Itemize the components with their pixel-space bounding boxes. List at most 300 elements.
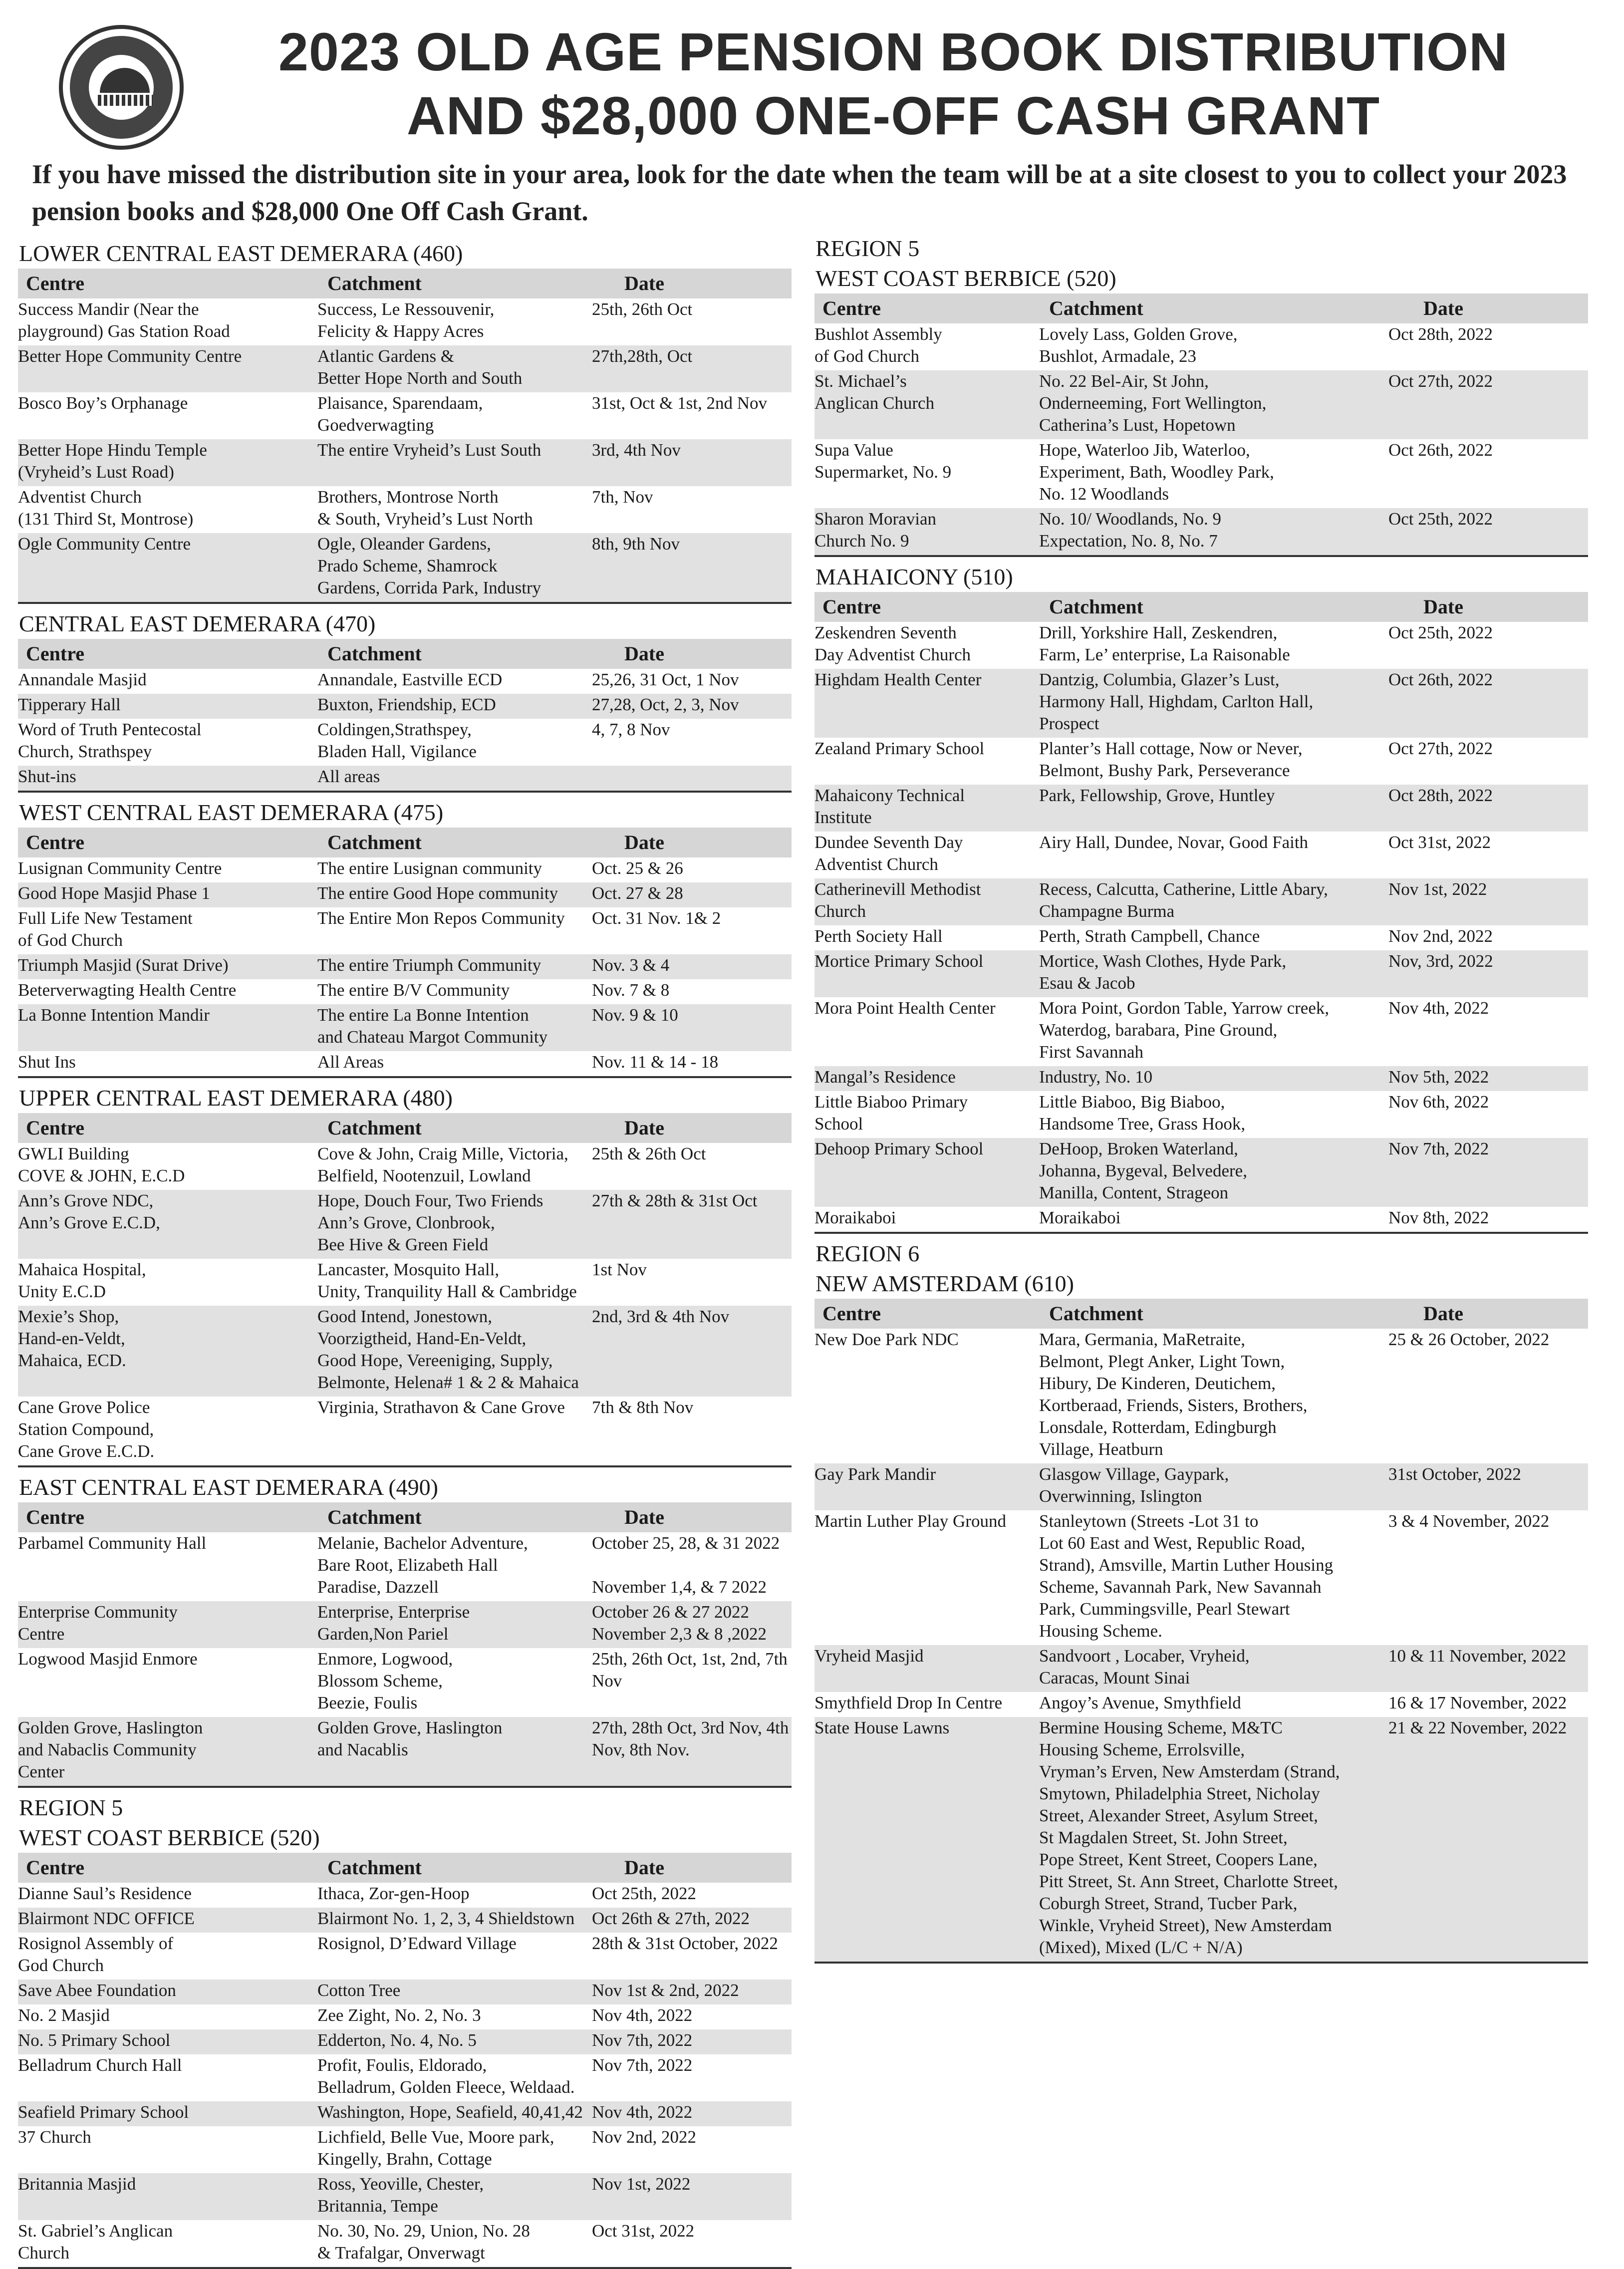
table-row bbox=[18, 1717, 792, 1786]
page-title bbox=[190, 20, 1597, 148]
header-catchment: Catchment bbox=[327, 831, 422, 853]
cell-centre: New Doe Park NDC bbox=[814, 1330, 959, 1349]
cell-centre: Moraikaboi bbox=[814, 1208, 896, 1227]
cell-centre: Bushlot Assembly of God Church bbox=[814, 324, 942, 366]
cell-catchment: Success, Le Ressouvenir, Felicity & Happy Acres bbox=[317, 299, 495, 341]
header-centre: Centre bbox=[26, 831, 84, 853]
cell-centre: Logwood Masjid Enmore bbox=[18, 1649, 198, 1669]
cell-catchment: Mortice, Wash Clothes, Hyde Park, Esau & Jacob bbox=[1039, 951, 1287, 993]
cell-date: Nov 1st & 2nd, 2022 bbox=[592, 1981, 739, 2000]
table-header bbox=[814, 293, 1588, 323]
cell-centre: Ogle Community Centre bbox=[18, 534, 191, 554]
table-row bbox=[814, 785, 1588, 832]
cell-centre: Word of Truth Pentecostal Church, Strathspey bbox=[18, 720, 202, 761]
cell-date: 4, 7, 8 Nov bbox=[592, 720, 670, 739]
cell-centre: Golden Grove, Haslington and Nabaclis Community Center bbox=[18, 1718, 203, 1781]
cell-centre: Gay Park Mandir bbox=[814, 1464, 936, 1484]
cell-date: 25,26, 31 Oct, 1 Nov bbox=[592, 670, 739, 689]
cell-centre: Highdam Health Center bbox=[814, 670, 982, 689]
cell-catchment: Moraikaboi bbox=[1039, 1208, 1121, 1227]
cell-date: Nov 2nd, 2022 bbox=[1388, 926, 1493, 946]
cell-date: 31st October, 2022 bbox=[1388, 1464, 1521, 1484]
header-centre: Centre bbox=[822, 595, 881, 618]
table-row bbox=[814, 925, 1588, 950]
table-row bbox=[814, 1138, 1588, 1207]
cell-catchment: No. 10/ Woodlands, No. 9 Expectation, No. 8, No. 7 bbox=[1039, 509, 1222, 551]
cell-date: Oct 26th, 2022 bbox=[1388, 670, 1493, 689]
cell-centre: Little Biaboo Primary School bbox=[814, 1092, 968, 1134]
table-row bbox=[18, 1306, 792, 1397]
cell-catchment: All Areas bbox=[317, 1052, 384, 1072]
cell-date: Oct 25th, 2022 bbox=[592, 1884, 697, 1903]
cell-catchment: All areas bbox=[317, 767, 380, 786]
section-title: WEST CENTRAL EAST DEMERARA (475) bbox=[19, 800, 444, 825]
table-row bbox=[18, 1532, 792, 1601]
cell-date: Nov. 3 & 4 bbox=[592, 955, 670, 975]
header-date: Date bbox=[624, 272, 664, 294]
people-icon bbox=[98, 95, 153, 106]
cell-centre: No. 2 Masjid bbox=[18, 2005, 110, 2025]
header-centre: Centre bbox=[26, 1856, 84, 1879]
cell-date: 27,28, Oct, 2, 3, Nov bbox=[592, 695, 739, 714]
header-centre: Centre bbox=[822, 1302, 881, 1325]
table-row bbox=[18, 1933, 792, 1980]
cell-catchment: Enterprise, Enterprise Garden,Non Pariel bbox=[317, 1602, 470, 1644]
title-line-1: 2023 OLD AGE PENSION BOOK DISTRIBUTION bbox=[278, 21, 1509, 82]
table-row bbox=[814, 950, 1588, 997]
section-divider bbox=[814, 1232, 1588, 1234]
cell-centre: Dehoop Primary School bbox=[814, 1139, 984, 1158]
cell-date: Oct 26th & 27th, 2022 bbox=[592, 1909, 750, 1928]
section-title: CENTRAL EAST DEMERARA (470) bbox=[19, 611, 376, 636]
table-row bbox=[18, 857, 792, 882]
cell-catchment: DeHoop, Broken Waterland, Johanna, Bygeval, Belvedere, Manilla, Content, Strageon bbox=[1039, 1139, 1247, 1202]
cell-centre: 37 Church bbox=[18, 2127, 91, 2147]
cell-catchment: Ross, Yeoville, Chester, Britannia, Tempe bbox=[317, 2174, 484, 2216]
table-row bbox=[18, 1980, 792, 2004]
section-title: EAST CENTRAL EAST DEMERARA (490) bbox=[19, 1474, 438, 1500]
table-row bbox=[814, 1645, 1588, 1692]
section-title: LOWER CENTRAL EAST DEMERARA (460) bbox=[19, 241, 463, 266]
cell-catchment: Dantzig, Columbia, Glazer’s Lust, Harmony Hall, Highdam, Carlton Hall, Prospect bbox=[1039, 670, 1314, 733]
cell-date: 7th, Nov bbox=[592, 487, 653, 507]
table-row bbox=[18, 2029, 792, 2054]
table-row bbox=[18, 1143, 792, 1190]
table-row bbox=[18, 2054, 792, 2101]
cell-date: 3rd, 4th Nov bbox=[592, 440, 681, 460]
cell-catchment: Park, Fellowship, Grove, Huntley bbox=[1039, 786, 1275, 805]
table-row bbox=[18, 1601, 792, 1648]
cell-date: Nov 6th, 2022 bbox=[1388, 1092, 1489, 1112]
cell-catchment: Washington, Hope, Seafield, 40,41,42 bbox=[317, 2102, 583, 2122]
section-title: REGION 5 WEST COAST BERBICE (520) bbox=[815, 236, 1116, 291]
cell-catchment: Annandale, Eastville ECD bbox=[317, 670, 503, 689]
header-date: Date bbox=[624, 1856, 664, 1879]
cell-catchment: Brothers, Montrose North & South, Vryheid’s Lust North bbox=[317, 487, 533, 529]
header-date: Date bbox=[624, 1117, 664, 1139]
header-catchment: Catchment bbox=[1049, 595, 1143, 618]
header-catchment: Catchment bbox=[327, 1506, 422, 1528]
table-row bbox=[814, 1692, 1588, 1717]
table-row bbox=[814, 508, 1588, 555]
table-header bbox=[18, 1113, 792, 1143]
cell-catchment: Planter’s Hall cottage, Now or Never, Belmont, Bushy Park, Perseverance bbox=[1039, 739, 1303, 780]
header-date: Date bbox=[624, 642, 664, 665]
cell-centre: Better Hope Community Centre bbox=[18, 346, 242, 366]
cell-catchment: Mora Point, Gordon Table, Yarrow creek, Waterdog, barabara, Pine Ground, First Savannah bbox=[1039, 998, 1330, 1062]
table-row bbox=[18, 907, 792, 954]
cell-centre: Annandale Masjid bbox=[18, 670, 147, 689]
table-row bbox=[18, 2220, 792, 2267]
cell-centre: Cane Grove Police Station Compound, Cane Grove E.C.D. bbox=[18, 1398, 155, 1461]
header-date: Date bbox=[1423, 297, 1463, 319]
cell-catchment: Melanie, Bachelor Adventure, Bare Root, Elizabeth Hall Paradise, Dazzell bbox=[317, 1533, 528, 1597]
title-line-2: AND $28,000 ONE-OFF CASH GRANT bbox=[406, 85, 1380, 146]
cell-centre: Better Hope Hindu Temple (Vryheid’s Lust Road) bbox=[18, 440, 207, 482]
table-row bbox=[18, 2173, 792, 2220]
section-title: MAHAICONY (510) bbox=[815, 564, 1013, 589]
cell-catchment: The entire Good Hope community bbox=[317, 883, 558, 903]
table-row bbox=[814, 1066, 1588, 1091]
table-header bbox=[814, 1299, 1588, 1329]
table-header bbox=[18, 1853, 792, 1883]
cell-date: Nov 7th, 2022 bbox=[592, 2030, 693, 2050]
table-row bbox=[18, 2004, 792, 2029]
table-header bbox=[18, 639, 792, 669]
cell-centre: Bosco Boy’s Orphanage bbox=[18, 393, 188, 413]
cell-catchment: Hope, Douch Four, Two Friends Ann’s Grove, Clonbrook, Bee Hive & Green Field bbox=[317, 1191, 543, 1254]
cell-date: 25th, 26th Oct, 1st, 2nd, 7th Nov bbox=[592, 1649, 788, 1691]
table-row bbox=[814, 1463, 1588, 1510]
table-row bbox=[18, 533, 792, 602]
cell-catchment: Angoy’s Avenue, Smythfield bbox=[1039, 1693, 1241, 1712]
header-centre: Centre bbox=[822, 297, 881, 319]
cell-date: Oct. 31 Nov. 1& 2 bbox=[592, 908, 721, 928]
cell-catchment: Enmore, Logwood, Blossom Scheme, Beezie, Foulis bbox=[317, 1649, 453, 1712]
table-row bbox=[814, 878, 1588, 925]
section-divider bbox=[814, 555, 1588, 557]
cell-centre: Belladrum Church Hall bbox=[18, 2055, 182, 2075]
table-row bbox=[18, 1004, 792, 1051]
section-divider bbox=[18, 791, 792, 793]
table-row bbox=[18, 1648, 792, 1717]
cell-date: 10 & 11 November, 2022 bbox=[1388, 1646, 1566, 1666]
cell-centre: Good Hope Masjid Phase 1 bbox=[18, 883, 210, 903]
table-row bbox=[18, 1908, 792, 1933]
table-row bbox=[18, 1190, 792, 1259]
cell-catchment: Lancaster, Mosquito Hall, Unity, Tranquility Hall & Cambridge bbox=[317, 1260, 577, 1301]
table-row bbox=[814, 323, 1588, 370]
table-header bbox=[18, 1502, 792, 1532]
cell-catchment: Glasgow Village, Gaypark, Overwinning, Islington bbox=[1039, 1464, 1229, 1506]
cell-catchment: The entire Lusignan community bbox=[317, 858, 542, 878]
table-row bbox=[814, 370, 1588, 439]
cell-date: Oct 26th, 2022 bbox=[1388, 440, 1493, 460]
cell-centre: Enterprise Community Centre bbox=[18, 1602, 178, 1644]
header-centre: Centre bbox=[26, 642, 84, 665]
table-row bbox=[18, 1259, 792, 1306]
cell-date: Nov 8th, 2022 bbox=[1388, 1208, 1489, 1227]
cell-date: 28th & 31st October, 2022 bbox=[592, 1934, 778, 1953]
cell-catchment: The entire La Bonne Intention and Chateau Margot Community bbox=[317, 1005, 548, 1047]
left-column bbox=[18, 239, 792, 2269]
cell-centre: Save Abee Foundation bbox=[18, 1981, 176, 2000]
cell-date: 8th, 9th Nov bbox=[592, 534, 680, 554]
cell-centre: Success Mandir (Near the playground) Gas Station Road bbox=[18, 299, 230, 341]
cell-centre: Shut-ins bbox=[18, 767, 76, 786]
header-catchment: Catchment bbox=[327, 1117, 422, 1139]
cell-date: 31st, Oct & 1st, 2nd Nov bbox=[592, 393, 767, 413]
cell-date: 2nd, 3rd & 4th Nov bbox=[592, 1307, 730, 1326]
cell-centre: Shut Ins bbox=[18, 1052, 76, 1072]
header-catchment: Catchment bbox=[1049, 297, 1143, 319]
table-row bbox=[18, 719, 792, 766]
cell-catchment: Good Intend, Jonestown, Voorzigtheid, Hand-En-Veldt, Good Hope, Vereeniging, Supply, Belmonte, Helena# 1 & 2 & Mahaica bbox=[317, 1307, 579, 1392]
cell-catchment: Rosignol, D’Edward Village bbox=[317, 1934, 517, 1953]
table-row bbox=[18, 1051, 792, 1076]
header-catchment: Catchment bbox=[327, 1856, 422, 1879]
cell-centre: Supa Value Supermarket, No. 9 bbox=[814, 440, 952, 482]
cell-centre: Beterverwagting Health Centre bbox=[18, 980, 237, 1000]
table-row bbox=[18, 2101, 792, 2126]
cell-centre: Martin Luther Play Ground bbox=[814, 1511, 1006, 1531]
cell-catchment: Hope, Waterloo Jib, Waterloo, Experiment, Bath, Woodley Park, No. 12 Woodlands bbox=[1039, 440, 1274, 504]
cell-date: Nov 4th, 2022 bbox=[592, 2102, 693, 2122]
section-divider bbox=[18, 602, 792, 604]
cell-date: Oct 28th, 2022 bbox=[1388, 786, 1493, 805]
cell-catchment: The entire Vryheid’s Lust South bbox=[317, 440, 541, 460]
table-row bbox=[18, 486, 792, 533]
cell-centre: Zealand Primary School bbox=[814, 739, 985, 758]
cell-centre: Blairmont NDC OFFICE bbox=[18, 1909, 195, 1928]
cell-centre: Tipperary Hall bbox=[18, 695, 121, 714]
cell-catchment: Atlantic Gardens & Better Hope North and South bbox=[317, 346, 523, 388]
section-title: REGION 6 NEW AMSTERDAM (610) bbox=[815, 1241, 1074, 1296]
cell-date: Nov. 7 & 8 bbox=[592, 980, 670, 1000]
header-catchment: Catchment bbox=[1049, 1302, 1143, 1325]
cell-centre: Dundee Seventh Day Adventist Church bbox=[814, 833, 963, 874]
table-row bbox=[814, 738, 1588, 785]
table-row bbox=[18, 2126, 792, 2173]
cell-date: Oct. 27 & 28 bbox=[592, 883, 683, 903]
table-row bbox=[814, 1717, 1588, 1962]
table-row bbox=[18, 766, 792, 791]
cell-centre: Perth Society Hall bbox=[814, 926, 943, 946]
cell-date: Nov 7th, 2022 bbox=[1388, 1139, 1489, 1158]
table-row bbox=[814, 1091, 1588, 1138]
cell-catchment: Little Biaboo, Big Biaboo, Handsome Tree, Grass Hook, bbox=[1039, 1092, 1246, 1134]
section-divider bbox=[18, 2267, 792, 2269]
cell-catchment: Perth, Strath Campbell, Chance bbox=[1039, 926, 1260, 946]
cell-centre: Britannia Masjid bbox=[18, 2174, 136, 2194]
table-row bbox=[18, 1883, 792, 1908]
table-header bbox=[18, 828, 792, 857]
cell-date: 16 & 17 November, 2022 bbox=[1388, 1693, 1567, 1712]
cell-date: Nov 1st, 2022 bbox=[1388, 879, 1487, 899]
cell-date: Nov 5th, 2022 bbox=[1388, 1067, 1489, 1087]
cell-catchment: The Entire Mon Repos Community bbox=[317, 908, 565, 928]
cell-catchment: Ithaca, Zor-gen-Hoop bbox=[317, 1884, 470, 1903]
table-row bbox=[18, 1397, 792, 1465]
cell-date: 21 & 22 November, 2022 bbox=[1388, 1718, 1567, 1737]
cell-date: Nov, 3rd, 2022 bbox=[1388, 951, 1493, 971]
cell-date: Oct. 25 & 26 bbox=[592, 858, 683, 878]
table-row bbox=[814, 622, 1588, 669]
header-catchment: Catchment bbox=[327, 272, 422, 294]
cell-catchment: The entire Triumph Community bbox=[317, 955, 541, 975]
cell-date: 27th,28th, Oct bbox=[592, 346, 693, 366]
cell-catchment: Recess, Calcutta, Catherine, Little Abary, Champagne Burma bbox=[1039, 879, 1328, 921]
table-row bbox=[18, 882, 792, 907]
table-row bbox=[18, 979, 792, 1004]
header-date: Date bbox=[624, 831, 664, 853]
cell-centre: Zeskendren Seventh Day Adventist Church bbox=[814, 623, 971, 664]
cell-centre: Ann’s Grove NDC, Ann’s Grove E.C.D, bbox=[18, 1191, 160, 1232]
cell-catchment: Mara, Germania, MaRetraite, Belmont, Plegt Anker, Light Town, Hibury, De Kinderen, Deutichem, Kortberaad, Friends, Sisters, Brothers, Lonsdale, Rotterdam, Edingburgh Village, Heatburn bbox=[1039, 1330, 1308, 1459]
cell-date: Nov 4th, 2022 bbox=[592, 2005, 693, 2025]
cell-catchment: Lovely Lass, Golden Grove, Bushlot, Armadale, 23 bbox=[1039, 324, 1238, 366]
section-divider bbox=[18, 1786, 792, 1788]
cell-date: Oct 25th, 2022 bbox=[1388, 509, 1493, 529]
section-title: UPPER CENTRAL EAST DEMERARA (480) bbox=[19, 1085, 453, 1111]
right-column bbox=[814, 234, 1588, 1964]
cell-catchment: Edderton, No. 4, No. 5 bbox=[317, 2030, 477, 2050]
cell-date: Nov 1st, 2022 bbox=[592, 2174, 691, 2194]
intro-text: If you have missed the distribution site in your area, look for the date when the team will be at a site closest to you to collect your 2023 pension books and $28,000 One Off Cash Grant. bbox=[32, 159, 1567, 226]
table-header bbox=[18, 269, 792, 298]
cell-catchment: Cotton Tree bbox=[317, 1981, 401, 2000]
cell-centre: St. Michael’s Anglican Church bbox=[814, 371, 935, 413]
cell-centre: Mangal’s Residence bbox=[814, 1067, 956, 1087]
table-row bbox=[18, 345, 792, 392]
cell-date: 27th, 28th Oct, 3rd Nov, 4th Nov, 8th Nov. bbox=[592, 1718, 789, 1759]
table-row bbox=[18, 669, 792, 694]
cell-centre: Mexie’s Shop, Hand-en-Veldt, Mahaica, ECD. bbox=[18, 1307, 126, 1370]
cell-date: 25th, 26th Oct bbox=[592, 299, 693, 319]
cell-catchment: No. 30, No. 29, Union, No. 28 & Trafalgar, Onverwagt bbox=[317, 2221, 530, 2263]
table-row bbox=[814, 832, 1588, 878]
table-row bbox=[18, 392, 792, 439]
cell-date: 27th & 28th & 31st Oct bbox=[592, 1191, 758, 1210]
cell-date: Oct 25th, 2022 bbox=[1388, 623, 1493, 642]
cell-catchment: Sandvoort , Locaber, Vryheid, Caracas, Mount Sinai bbox=[1039, 1646, 1250, 1688]
cell-date: Oct 27th, 2022 bbox=[1388, 739, 1493, 758]
cell-centre: Adventist Church (131 Third St, Montrose) bbox=[18, 487, 194, 529]
cell-catchment: Airy Hall, Dundee, Novar, Good Faith bbox=[1039, 833, 1309, 852]
header-date: Date bbox=[1423, 595, 1463, 618]
cell-catchment: The entire B/V Community bbox=[317, 980, 510, 1000]
cell-centre: Full Life New Testament of God Church bbox=[18, 908, 193, 950]
header-centre: Centre bbox=[26, 272, 84, 294]
cell-date: October 26 & 27 2022 November 2,3 & 8 ,2022 bbox=[592, 1602, 767, 1644]
cell-catchment: Profit, Foulis, Eldorado, Belladrum, Golden Fleece, Weldaad. bbox=[317, 2055, 575, 2097]
header-catchment: Catchment bbox=[327, 642, 422, 665]
cell-date: Nov 2nd, 2022 bbox=[592, 2127, 697, 2147]
cell-date: 7th & 8th Nov bbox=[592, 1398, 694, 1417]
cell-date: 25th & 26th Oct bbox=[592, 1144, 706, 1163]
header-date: Date bbox=[1423, 1302, 1463, 1325]
ministry-logo bbox=[59, 25, 184, 150]
umbrella-icon bbox=[100, 68, 150, 93]
cell-centre: Mahaicony Technical Institute bbox=[814, 786, 965, 827]
cell-catchment: Stanleytown (Streets -Lot 31 to Lot 60 East and West, Republic Road, Strand), Amsville, Martin Luther Housing Scheme, Savannah Park, New Savannah Park, Cummingsville, Pearl Stewart Housing Scheme. bbox=[1039, 1511, 1334, 1641]
cell-centre: Mahaica Hospital, Unity E.C.D bbox=[18, 1260, 146, 1301]
table-row bbox=[814, 669, 1588, 738]
table-row bbox=[18, 298, 792, 345]
cell-catchment: Bermine Housing Scheme, M&TC Housing Scheme, Errolsville, Vryman’s Erven, New Amsterdam (Strand, Smytown, Philadelphia Street, Nicholay Street, Alexander Street, Asylum Street, St Magdalen Street, St. John Street, Pope Street, Kent Street, Coopers Lane, Pitt Street, St. Ann Street, Charlotte Street, Coburgh Street, Strand, Tucber Park, Winkle, Vryheid Street), New Amsterdam (Mixed), Mixed (L/C + N/A) bbox=[1039, 1718, 1340, 1957]
cell-date: 3 & 4 November, 2022 bbox=[1388, 1511, 1550, 1531]
cell-catchment: Cove & John, Craig Mille, Victoria, Belfield, Nootenzuil, Lowland bbox=[317, 1144, 568, 1185]
cell-date: Nov 4th, 2022 bbox=[1388, 998, 1489, 1018]
cell-centre: Dianne Saul’s Residence bbox=[18, 1884, 192, 1903]
cell-centre: Smythfield Drop In Centre bbox=[814, 1693, 1003, 1712]
cell-centre: Parbamel Community Hall bbox=[18, 1533, 207, 1553]
cell-centre: St. Gabriel’s Anglican Church bbox=[18, 2221, 173, 2263]
cell-centre: Rosignol Assembly of God Church bbox=[18, 1934, 174, 1975]
section-divider bbox=[18, 1465, 792, 1467]
cell-centre: Seafield Primary School bbox=[18, 2102, 189, 2122]
cell-catchment: Coldingen,Strathspey, Bladen Hall, Vigilance bbox=[317, 720, 477, 761]
section-title: REGION 5 WEST COAST BERBICE (520) bbox=[19, 1795, 320, 1850]
header-centre: Centre bbox=[26, 1506, 84, 1528]
table-row bbox=[18, 439, 792, 486]
cell-catchment: Drill, Yorkshire Hall, Zeskendren, Farm, Le’ enterprise, La Raisonable bbox=[1039, 623, 1290, 664]
cell-centre: Lusignan Community Centre bbox=[18, 858, 222, 878]
cell-catchment: Buxton, Friendship, ECD bbox=[317, 695, 496, 714]
cell-centre: La Bonne Intention Mandir bbox=[18, 1005, 210, 1025]
cell-date: Oct 27th, 2022 bbox=[1388, 371, 1493, 391]
cell-catchment: Industry, No. 10 bbox=[1039, 1067, 1153, 1087]
cell-catchment: Zee Zight, No. 2, No. 3 bbox=[317, 2005, 481, 2025]
cell-catchment: Ogle, Oleander Gardens, Prado Scheme, Shamrock Gardens, Corrida Park, Industry bbox=[317, 534, 541, 597]
header-centre: Centre bbox=[26, 1117, 84, 1139]
cell-centre: Mora Point Health Center bbox=[814, 998, 996, 1018]
cell-centre: State House Lawns bbox=[814, 1718, 950, 1737]
table-header bbox=[814, 592, 1588, 622]
cell-centre: Vryheid Masjid bbox=[814, 1646, 924, 1666]
section-divider bbox=[18, 1076, 792, 1078]
cell-catchment: Plaisance, Sparendaam, Goedverwagting bbox=[317, 393, 483, 435]
table-row bbox=[814, 439, 1588, 508]
table-row bbox=[814, 1510, 1588, 1645]
cell-centre: No. 5 Primary School bbox=[18, 2030, 171, 2050]
cell-date: 1st Nov bbox=[592, 1260, 647, 1279]
header-date: Date bbox=[624, 1506, 664, 1528]
cell-date: 25 & 26 October, 2022 bbox=[1388, 1330, 1550, 1349]
table-row bbox=[814, 1207, 1588, 1232]
cell-centre: Mortice Primary School bbox=[814, 951, 984, 971]
cell-date: Oct 28th, 2022 bbox=[1388, 324, 1493, 344]
cell-catchment: No. 22 Bel-Air, St John, Onderneeming, Fort Wellington, Catherina’s Lust, Hopetown bbox=[1039, 371, 1267, 435]
cell-centre: Sharon Moravian Church No. 9 bbox=[814, 509, 936, 551]
cell-catchment: Blairmont No. 1, 2, 3, 4 Shieldstown bbox=[317, 1909, 575, 1928]
table-row bbox=[18, 954, 792, 979]
cell-catchment: Lichfield, Belle Vue, Moore park, Kingelly, Brahn, Cottage bbox=[317, 2127, 554, 2169]
cell-date: Oct 31st, 2022 bbox=[592, 2221, 695, 2241]
section-divider bbox=[814, 1962, 1588, 1964]
cell-centre: GWLI Building COVE & JOHN, E.C.D bbox=[18, 1144, 185, 1185]
table-row bbox=[18, 694, 792, 719]
table-row bbox=[814, 1329, 1588, 1463]
cell-catchment: Golden Grove, Haslington and Nacablis bbox=[317, 1718, 503, 1759]
table-row bbox=[814, 997, 1588, 1066]
cell-centre: Triumph Masjid (Surat Drive) bbox=[18, 955, 229, 975]
cell-date: Oct 31st, 2022 bbox=[1388, 833, 1491, 852]
cell-date: October 25, 28, & 31 2022 November 1,4, & 7 2022 bbox=[592, 1533, 780, 1597]
cell-centre: Catherinevill Methodist Church bbox=[814, 879, 981, 921]
cell-catchment: Virginia, Strathavon & Cane Grove bbox=[317, 1398, 565, 1417]
cell-date: Nov 7th, 2022 bbox=[592, 2055, 693, 2075]
